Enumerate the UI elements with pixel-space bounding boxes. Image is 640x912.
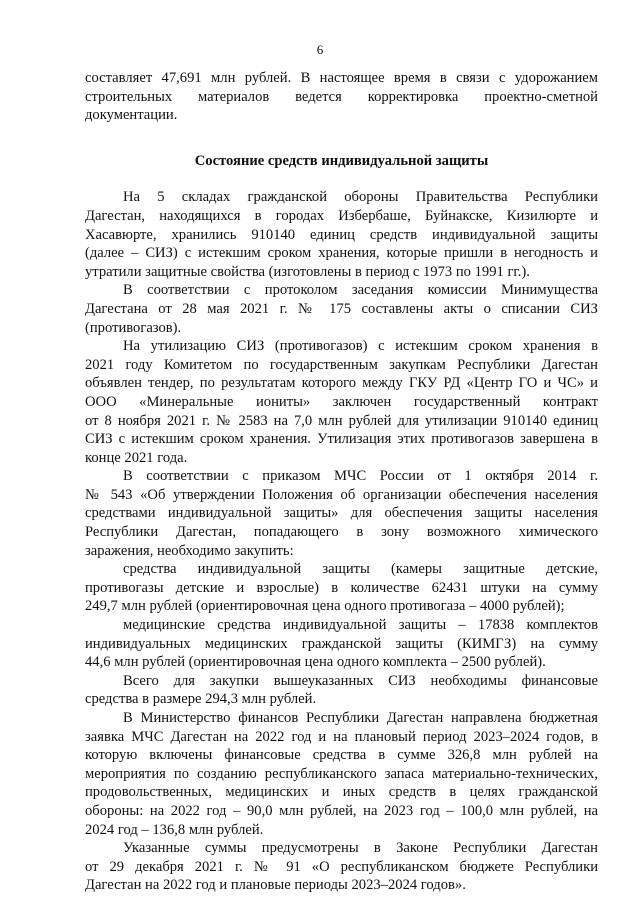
text-line: Всего для закупки вышеуказанных СИЗ необходимы финансовые	[123, 672, 598, 689]
text-line: Дагестана от 28 мая 2021 г. № 175 составлены акты о списании СИЗ	[85, 300, 598, 317]
text-line: СИЗ с истекшим сроком хранения. Утилизация этих противогазов завершена в	[85, 431, 598, 448]
text-line: В соответствии с протоколом заседания комиссии Минимущества	[123, 282, 598, 299]
paragraph	[85, 188, 598, 281]
text-line: На 5 складах гражданской обороны Правительства Республики	[123, 189, 598, 206]
text-line: Дагестан, находящихся в городах Избербаше, Буйнакске, Кизилюрте и	[85, 207, 598, 224]
text-line: от 29 декабря 2021 г. № 91 «О республиканском бюджете Республики	[85, 858, 598, 875]
text-line: заявка МЧС Дагестан на 2022 год и на плановый период 2023–2024 годов, в	[85, 728, 598, 745]
text-line: ООО «Минеральные иониты» заключен государственный контракт	[85, 393, 598, 410]
text-line: составляет 47,691 млн рублей. В настоящее время в связи с удорожанием	[85, 70, 598, 86]
text-line: индивидуальных медицинских гражданской защиты (КИМГЗ) на сумму	[85, 635, 598, 652]
text-line: средствами индивидуальной защиты» для обеспечения защиты населения	[85, 505, 598, 522]
paragraph	[85, 337, 598, 467]
paragraph	[85, 467, 598, 560]
text-line: обороны: на 2022 год – 90,0 млн рублей, на 2023 год – 100,0 млн рублей, на	[85, 802, 598, 819]
text-line: 249,7 млн рублей (ориентировочная цена одного противогаза – 4000 рублей);	[85, 598, 565, 615]
text-line: объявлен тендер, по результатам которого между ГКУ РД «Центр ГО и ЧС» и	[85, 375, 598, 392]
text-line: утратили защитные свойства (изготовлены в период с 1973 по 1991 гг.).	[85, 263, 530, 280]
text-line: конце 2021 года.	[85, 449, 188, 466]
paragraph	[85, 281, 598, 337]
page-number: 6	[316, 42, 324, 57]
text-line: 2024 год – 136,8 млн рублей.	[85, 821, 264, 838]
document-body	[85, 69, 598, 895]
text-line: На утилизацию СИЗ (противогазов) с истекшим сроком хранения в	[123, 338, 598, 355]
intro-paragraph	[85, 69, 598, 125]
text-line: противогазы детские и взрослые) в количестве 62431 штуки на сумму	[85, 579, 598, 596]
text-line: средства индивидуальной защиты (камеры защитные детские,	[123, 561, 598, 578]
text-line: Республики Дагестан, попадающего в зону возможного химического	[85, 524, 598, 541]
text-line: строительных материалов ведется корректировка проектно-сметной	[85, 88, 598, 105]
text-line: (противогазов).	[85, 319, 182, 336]
text-line: В соответствии с приказом МЧС России от 1 октября 2014 г.	[123, 468, 598, 485]
text-line: медицинские средства индивидуальной защиты – 17838 комплектов	[123, 617, 598, 634]
text-line: которую включены финансовые средства в сумме 326,8 млн рублей на	[85, 747, 598, 764]
text-line: Дагестан на 2022 год и плановые периоды 2023–2024 годов».	[85, 877, 466, 894]
text-line: продовольственных, медицинских и иных средств в целях гражданской	[85, 784, 598, 801]
paragraph	[85, 672, 598, 709]
text-line: средства в размере 294,3 млн рублей.	[85, 691, 317, 708]
paragraph	[85, 560, 598, 616]
text-line: Указанные суммы предусмотрены в Законе Республики Дагестан	[123, 840, 598, 857]
text-line: мероприятия по созданию республиканского запаса материально-технических,	[85, 765, 598, 782]
paragraph	[85, 709, 598, 839]
paragraph	[85, 616, 598, 672]
text-line: 44,6 млн рублей (ориентировочная цена одного комплекта – 2500 рублей).	[85, 654, 546, 671]
text-line: № 543 «Об утверждении Положения об организации обеспечения населения	[85, 486, 598, 503]
text-line: документации.	[85, 107, 178, 124]
text-line: 2021 году Комитетом по государственным закупкам Республики Дагестан	[85, 356, 598, 373]
paragraph-list	[85, 188, 598, 895]
text-line: Хасавюрте, хранились 910140 единиц средств индивидуальной защиты	[85, 226, 598, 243]
text-line: В Министерство финансов Республики Дагестан направлена бюджетная	[123, 710, 598, 726]
text-line: от 8 ноября 2021 г. № 2583 на 7,0 млн рублей для утилизации 910140 единиц	[85, 412, 598, 429]
text-line: (далее – СИЗ) с истекшим сроком хранения, которые пришли в негодность и	[85, 245, 598, 262]
paragraph	[85, 839, 598, 895]
text-line: заражения, необходимо закупить:	[85, 542, 294, 559]
section-heading: Состояние средств индивидуальной защиты	[194, 152, 489, 169]
